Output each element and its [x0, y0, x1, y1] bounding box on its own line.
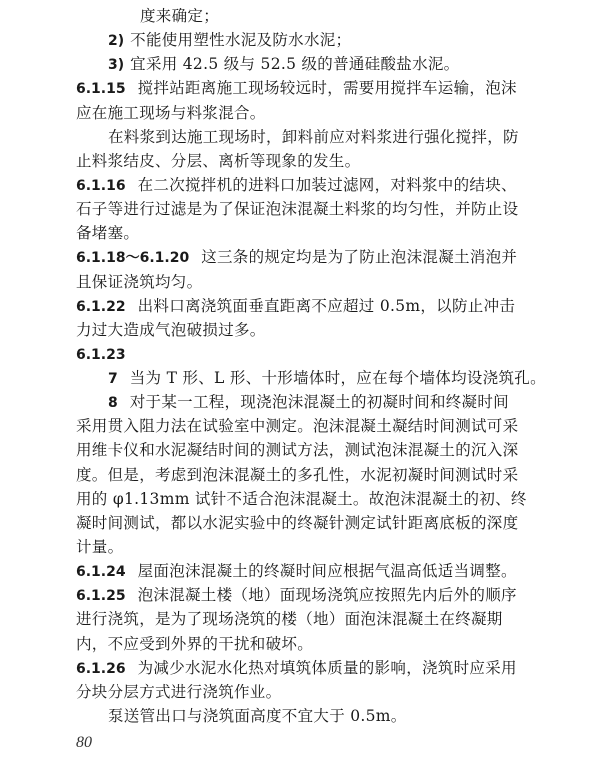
list-number: 8 — [108, 395, 118, 411]
page-number: 80 — [76, 734, 92, 751]
clause-number: 6.1.22 — [76, 299, 126, 315]
clause-number: 6.1.16 — [76, 178, 126, 194]
text-line: 用的 φ1.13mm 试针不适合泡沫混凝土。故泡沫混凝土的初、终 — [76, 490, 527, 508]
list-number: 7 — [108, 371, 118, 387]
clause-number: 6.1.24 — [76, 564, 126, 580]
clause-6-1-26: 6.1.26 为减少水泥水化热对填筑体质量的影响，浇筑时应采用 — [76, 659, 517, 677]
text-line: 进行浇筑，是为了现场浇筑的楼（地）面泡沫混凝土在终凝期 — [76, 610, 503, 628]
list-number: 3) — [108, 57, 125, 73]
text-line: 且保证浇筑均匀。 — [76, 273, 203, 291]
clause-number: 6.1.23 — [76, 347, 126, 363]
clause-6-1-18-20: 6.1.18～6.1.20 这三条的规定均是为了防止泡沫混凝土消泡并 — [76, 248, 518, 266]
text-line: 内，不应受到外界的干扰和破坏。 — [76, 635, 314, 653]
text-line: 止料浆结皮、分层、离析等现象的发生。 — [76, 152, 361, 170]
clause-6-1-22: 6.1.22 出料口离浇筑面垂直距离不应超过 0.5m，以防止冲击 — [76, 297, 516, 315]
list-item: 2) 不能使用塑性水泥及防水水泥； — [108, 31, 352, 49]
clause-number: 6.1.25 — [76, 588, 126, 604]
clause-6-1-24: 6.1.24 屋面泡沫混凝土的终凝时间应根据气温高低适当调整。 — [76, 562, 517, 580]
text-line: 泵送管出口与浇筑面高度不宜大于 0.5m。 — [108, 707, 407, 725]
clause-6-1-25: 6.1.25 泡沫混凝土楼（地）面现场浇筑应按照先内后外的顺序 — [76, 586, 517, 604]
text-line: 度来确定； — [140, 7, 220, 25]
text-line: 石子等进行过滤是为了保证泡沫混凝土料浆的均匀性，并防止设 — [76, 200, 519, 218]
text-line: 计量。 — [76, 538, 124, 556]
text-line: 分块分层方式进行浇筑作业。 — [76, 683, 282, 701]
clause-6-1-16: 6.1.16 在二次搅拌机的进料口加装过滤网，对料浆中的结块、 — [76, 176, 517, 194]
text-line: 力过大造成气泡破损过多。 — [76, 321, 266, 339]
text-line: 度。但是，考虑到泡沫混凝土的多孔性，水泥初凝时间测试时采 — [76, 466, 519, 484]
text-line: 凝时间测试，都以水泥实验中的终凝针测定试针距离底板的深度 — [76, 514, 519, 532]
list-item: 3) 宜采用 42.5 级与 52.5 级的普通硅酸盐水泥。 — [108, 55, 460, 73]
clause-number: 6.1.18～6.1.20 — [76, 250, 190, 266]
clause-number: 6.1.15 — [76, 81, 126, 97]
list-item: 7 当为 T 形、L 形、十形墙体时，应在每个墙体均设浇筑孔。 — [108, 369, 546, 387]
text-line: 备堵塞。 — [76, 224, 140, 242]
clause-6-1-15: 6.1.15 搅拌站距离施工现场较远时，需要用搅拌车运输，泡沫 — [76, 79, 517, 97]
clause-6-1-23 — [76, 344, 546, 365]
text-line: 用维卡仪和水泥凝结时间的测试方法，测试泡沫混凝土的沉入深 — [76, 441, 519, 459]
text-line: 应在施工现场与料浆混合。 — [76, 104, 266, 122]
text-line: 在料浆到达施工现场时，卸料前应对料浆进行强化搅拌，防 — [108, 128, 519, 146]
clause-number: 6.1.26 — [76, 661, 126, 677]
list-number: 2) — [108, 33, 125, 49]
text-line: 采用贯入阻力法在试验室中测定。泡沫混凝土凝结时间测试可采 — [76, 417, 519, 435]
list-item: 8 对于某一工程，现浇泡沫混凝土的初凝时间和终凝时间 — [108, 393, 509, 411]
